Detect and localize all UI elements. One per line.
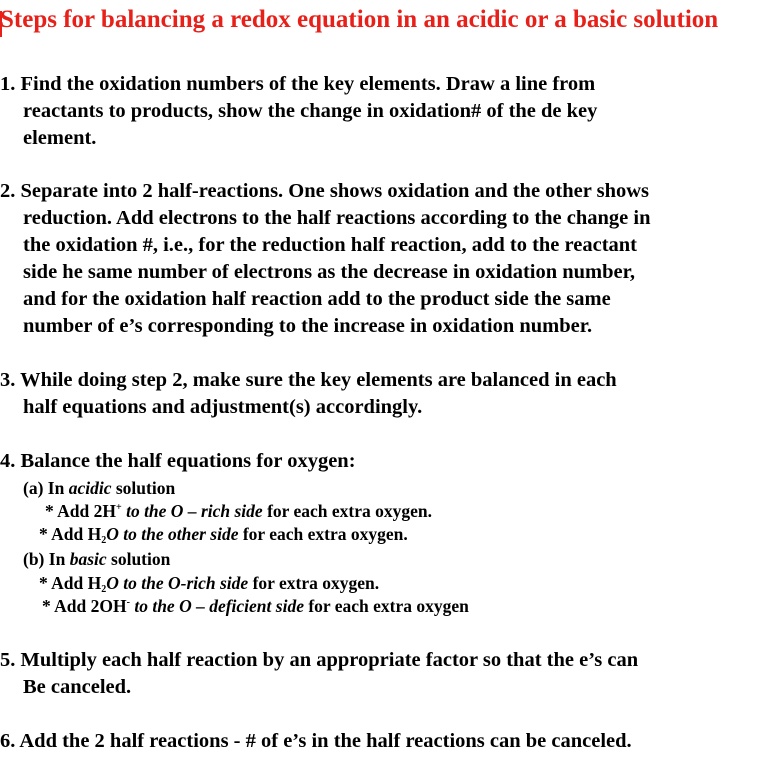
step-3 bbox=[0, 367, 617, 421]
step-2 bbox=[0, 178, 651, 340]
step-4-acidic-label: (a) In acidic solution bbox=[23, 478, 176, 498]
step-4-basic-rule-2: * Add 2OH- to the O – deficient side for each extra oxygen bbox=[42, 596, 469, 616]
step-4-basic-label: (b) In basic solution bbox=[23, 549, 171, 569]
step-4-heading: 4. Balance the half equations for oxygen: bbox=[0, 450, 356, 472]
step-5-line: Be canceled. bbox=[23, 676, 132, 698]
step-6 bbox=[0, 728, 632, 755]
step-4 bbox=[0, 448, 356, 475]
step-2-line: 2. Separate into 2 half-reactions. One shows oxidation and the other shows bbox=[0, 180, 650, 202]
step-1-line: 1. Find the oxidation numbers of the key elements. Draw a line from bbox=[0, 73, 596, 95]
step-2-line: reduction. Add electrons to the half reactions according to the change in bbox=[23, 207, 651, 229]
step-1-line: element. bbox=[23, 127, 97, 149]
step-1-line: reactants to products, show the change in oxidation# of the de key bbox=[23, 100, 598, 122]
step-4-acidic-rule-2: * Add $H_2O$ to the other side for each extra oxygen. bbox=[39, 524, 408, 546]
step-2-line: and for the oxidation half reaction add to the product side the same bbox=[23, 288, 611, 310]
step-1 bbox=[0, 71, 597, 152]
step-6-line: 6. Add the 2 half reactions - # of e’s in the half reactions can be canceled. bbox=[0, 730, 632, 752]
step-3-line: 3. While doing step 2, make sure the key elements are balanced in each bbox=[0, 369, 617, 391]
step-2-line: side he same number of electrons as the decrease in oxidation number, bbox=[23, 261, 635, 283]
step-2-line: the oxidation #, i.e., for the reduction half reaction, add to the reactant bbox=[23, 234, 638, 256]
step-3-line: half equations and adjustment(s) accordingly. bbox=[23, 396, 423, 418]
step-4-basic-rule-1: * Add $H_2O$ to the O-rich side for extra oxygen. bbox=[39, 573, 380, 595]
step-5 bbox=[0, 647, 638, 701]
step-4-acidic-rule-1: * Add 2H+ to the O – rich side for each extra oxygen. bbox=[45, 501, 432, 521]
step-2-line: number of e’s corresponding to the increase in oxidation number. bbox=[23, 315, 593, 337]
page-title: Steps for balancing a redox equation in an acidic or a basic solution bbox=[0, 6, 719, 33]
step-5-line: 5. Multiply each half reaction by an appropriate factor so that the e’s can bbox=[0, 649, 639, 671]
